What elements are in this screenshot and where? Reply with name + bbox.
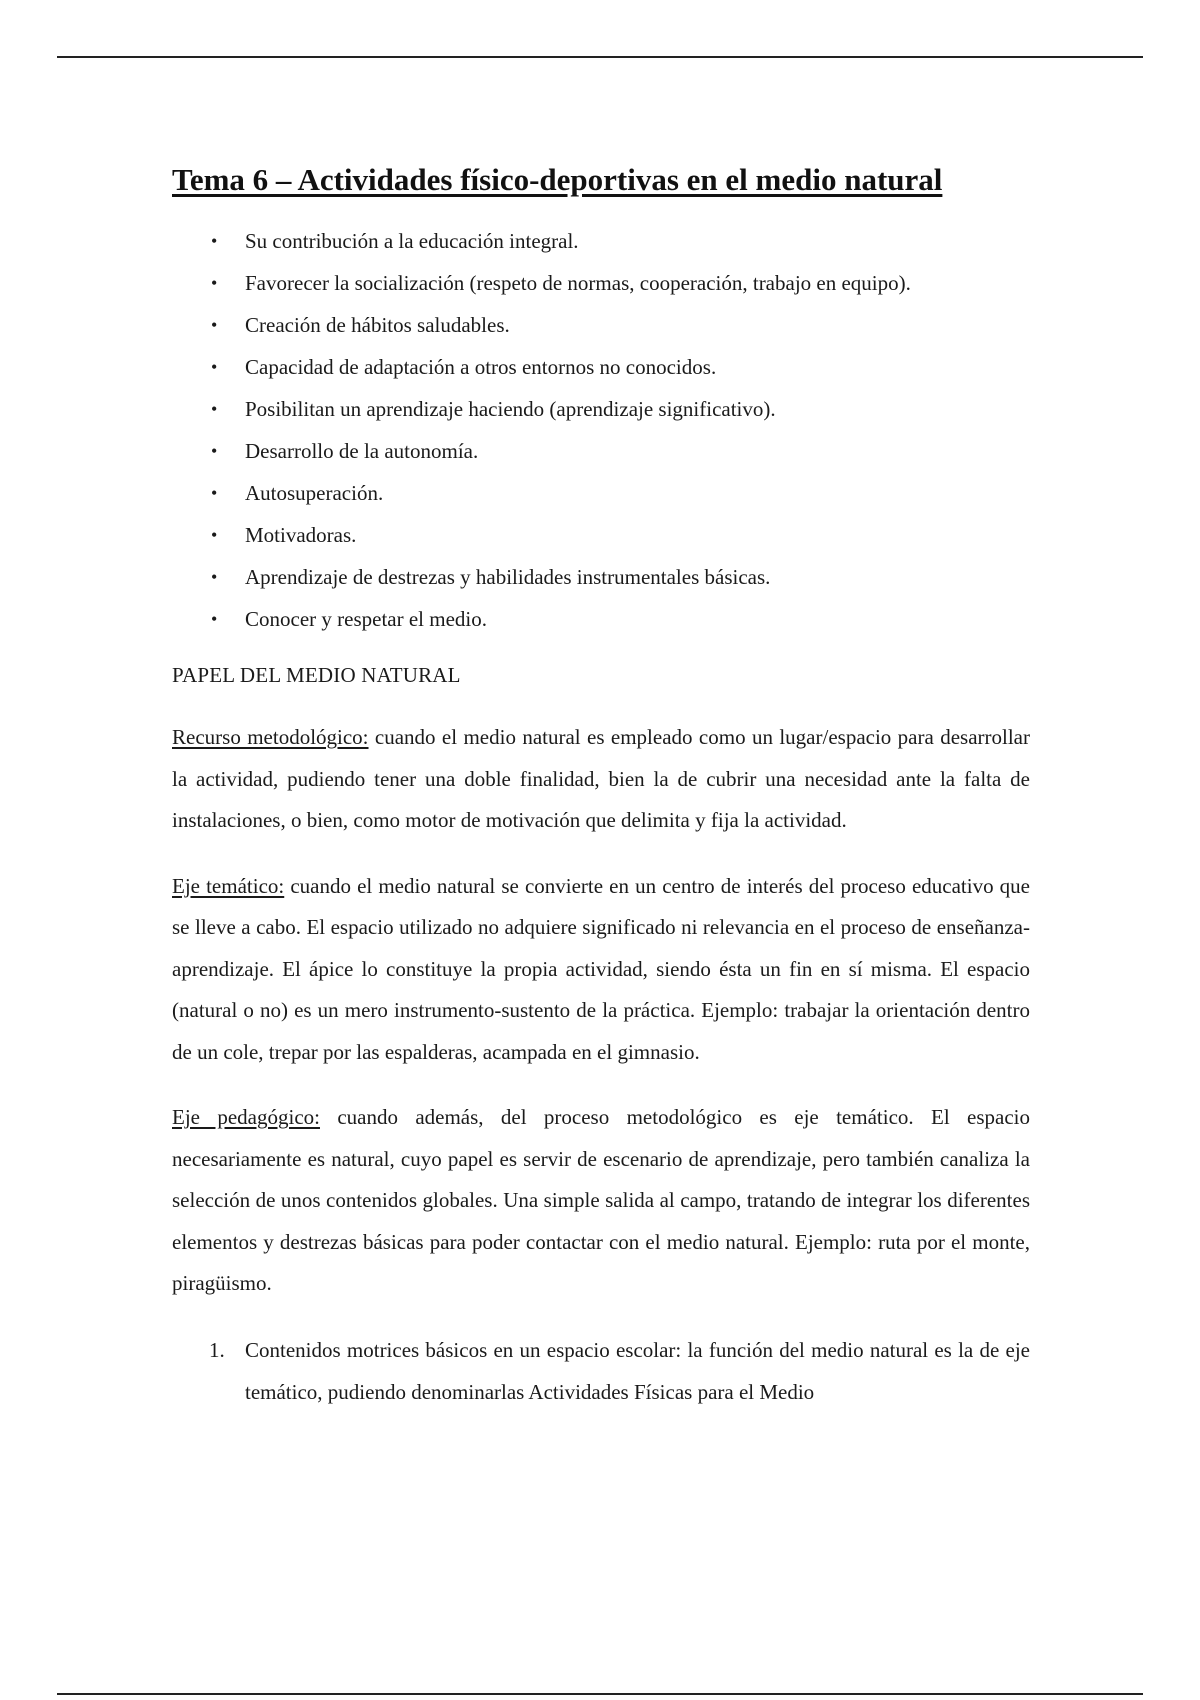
numbered-list bbox=[172, 1329, 1030, 1413]
bullet-icon: • bbox=[211, 525, 218, 545]
list-item bbox=[172, 388, 1030, 430]
bullet-icon: • bbox=[211, 357, 218, 377]
bullet-icon: • bbox=[211, 273, 218, 293]
list-item bbox=[172, 472, 1030, 514]
top-rule bbox=[57, 56, 1143, 58]
bullet-icon: • bbox=[211, 441, 218, 461]
list-item bbox=[172, 430, 1030, 472]
paragraph-eje-tematico bbox=[172, 866, 1030, 1074]
list-item-text: Motivadoras. bbox=[245, 523, 357, 547]
document-page bbox=[172, 162, 1030, 1413]
bullet-icon: • bbox=[211, 399, 218, 419]
bottom-rule bbox=[57, 1693, 1143, 1695]
list-item bbox=[172, 514, 1030, 556]
list-item-text: Conocer y respetar el medio. bbox=[245, 607, 487, 631]
list-item-text: Capacidad de adaptación a otros entornos no conocidos. bbox=[245, 355, 717, 379]
bullet-icon: • bbox=[211, 231, 218, 251]
bullet-icon: • bbox=[211, 483, 218, 503]
paragraph-text: cuando además, del proceso metodológico es eje temático. El espacio necesariamente es natural, cuyo papel es servir de escenario de aprendizaje, pero también canaliza la selección de unos contenidos globales. Una simple salida al campo, tratando de integrar los diferentes elementos y destrezas básicas para poder contactar con el medio natural. Ejemplo: ruta por el monte, piragüismo. bbox=[172, 1105, 1030, 1295]
list-item-text: Desarrollo de la autonomía. bbox=[245, 439, 479, 463]
paragraph-term: Eje temático: bbox=[172, 873, 285, 898]
list-item-text: Posibilitan un aprendizaje haciendo (aprendizaje significativo). bbox=[245, 397, 776, 421]
list-item bbox=[172, 556, 1030, 598]
list-item bbox=[172, 220, 1030, 262]
paragraph-text: cuando el medio natural es empleado como un lugar/espacio para desarrollar la actividad, pudiendo tener una doble finalidad, bien la de cubrir una necesidad ante la falta de instalaciones, o bien, como motor de motivación que delimita y fija la actividad. bbox=[172, 725, 1030, 832]
benefits-list bbox=[172, 220, 1030, 640]
bullet-icon: • bbox=[211, 609, 218, 629]
item-number: 1. bbox=[209, 1337, 225, 1362]
page-title: Tema 6 – Actividades físico-deportivas en el medio natural bbox=[172, 162, 943, 197]
list-item bbox=[172, 598, 1030, 640]
list-item-text: Creación de hábitos saludables. bbox=[245, 313, 510, 337]
paragraph-text: cuando el medio natural se convierte en un centro de interés del proceso educativo que se lleve a cabo. El espacio utilizado no adquiere significado ni relevancia en el proceso de enseñanza-aprendizaje. El ápice lo constituye la propia actividad, siendo ésta un fin en sí misma. El espacio (natural o no) es un mero instrumento-sustento de la práctica. Ejemplo: trabajar la orientación dentro de un cole, trepar por las espalderas, acampada en el gimnasio. bbox=[172, 873, 1030, 1064]
paragraph-term: Eje pedagógico: bbox=[172, 1105, 320, 1129]
numbered-item-text: Contenidos motrices básicos en un espacio escolar: la función del medio natural es la de eje temático, pudiendo denominarlas Actividades Físicas para el Medio bbox=[245, 1337, 1030, 1404]
bullet-icon: • bbox=[211, 567, 218, 587]
list-item-text: Su contribución a la educación integral. bbox=[245, 229, 579, 253]
bullet-icon: • bbox=[211, 315, 218, 335]
list-item-text: Autosuperación. bbox=[245, 481, 384, 505]
paragraph-term: Recurso metodológico: bbox=[172, 725, 369, 749]
section-heading: PAPEL DEL MEDIO NATURAL bbox=[172, 663, 461, 687]
list-item-text: Favorecer la socialización (respeto de normas, cooperación, trabajo en equipo). bbox=[245, 271, 911, 295]
list-item-text: Aprendizaje de destrezas y habilidades instrumentales básicas. bbox=[245, 565, 771, 589]
list-item bbox=[172, 346, 1030, 388]
numbered-item bbox=[172, 1329, 1030, 1413]
list-item bbox=[172, 262, 1030, 304]
paragraph-recurso-metodologico bbox=[172, 717, 1030, 842]
paragraph-eje-pedagogico bbox=[172, 1097, 1030, 1305]
list-item bbox=[172, 304, 1030, 346]
